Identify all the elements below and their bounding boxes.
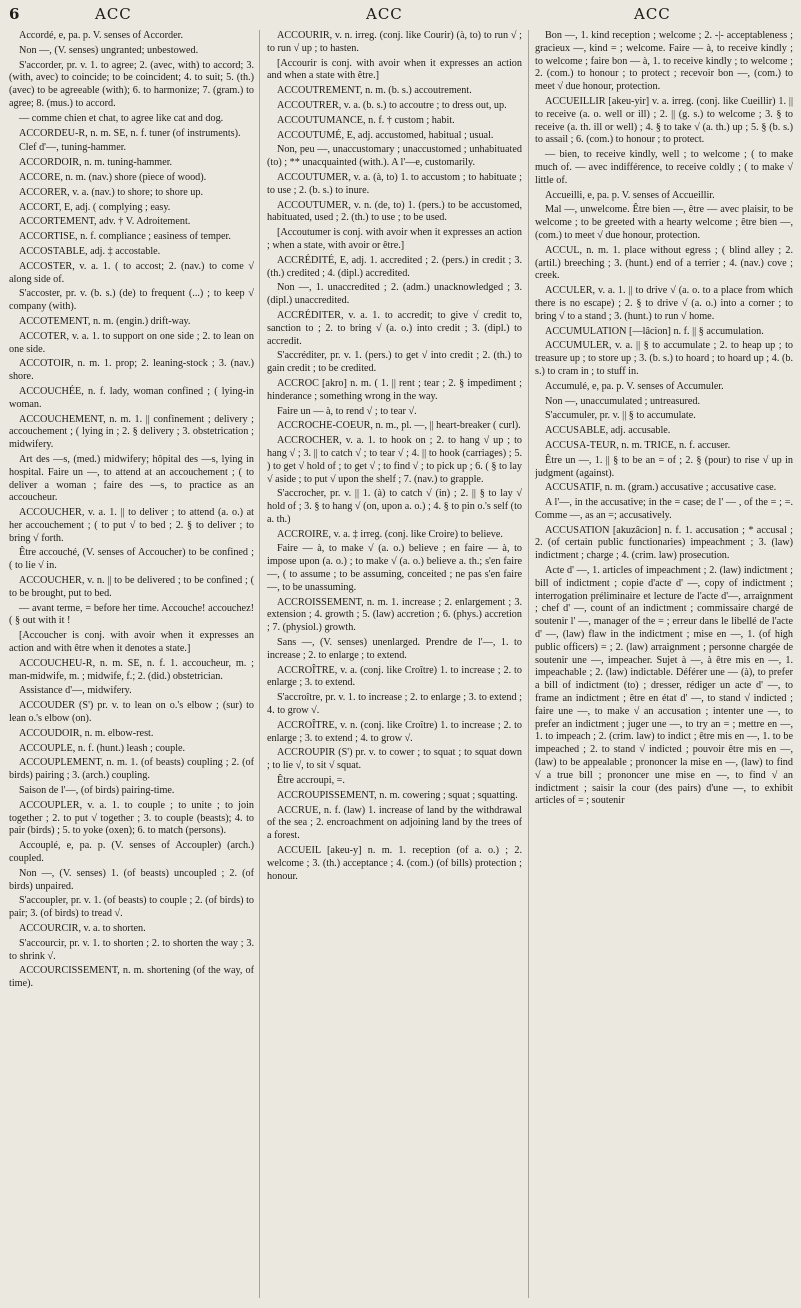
dictionary-entry: S'accoupler, pr. v. 1. (of beasts) to couple ; 2. (of birds) to pair; 3. (of birds) to tread √. [9, 895, 254, 920]
dictionary-entry: Non —, (V. senses) 1. (of beasts) uncoupled ; 2. (of birds) unpaired. [9, 867, 254, 892]
dictionary-entry: ACCOUCHEU-R, n. m. SE, n. f. 1. accoucheur, m. ; man-midwife, m. ; midwife, f.; 2. (did.) obstetrician. [9, 657, 254, 682]
dictionary-entry: ACCROISSEMENT, n. m. 1. increase ; 2. enlargement ; 3. extension ; 4. growth ; 5. (law) accretion ; 6. (phys.) accretion ; 7. (physiol.) growth. [267, 596, 522, 634]
dictionary-entry: [Accoutumer is conj. with avoir when it expresses an action ; when a state, with avoir or être.] [267, 227, 522, 251]
dictionary-entry: Être accroupi, =. [277, 775, 345, 787]
header-center-guide-word: ACC [366, 5, 403, 23]
dictionary-entry: Saison de l'—, (of birds) pairing-time. [19, 785, 175, 797]
dictionary-entry: ACCUSABLE, adj. accusable. [545, 425, 671, 437]
dictionary-entry: S'accroître, pr. v. 1. to increase ; 2. to enlarge ; 3. to extend ; 4. to grow √. [267, 692, 522, 717]
dictionary-entry: S'accorder, pr. v. 1. to agree; 2. (avec, with) to accord; 3. (with, avec) to coincide; to be coincident; 4. to suit; 5. (th.) (avec) to be agreeable (with); 6. to harmonize; 7. (gram.) to agree; 8. (mus.) to accord. [9, 59, 254, 109]
dictionary-entry: Être accouché, (V. senses of Accoucher) to be confined ; ( to lie √ in. [9, 547, 254, 572]
dictionary-entry: Accouplé, e, pa. p. (V. senses of Accoupler) (arch.) coupled. [9, 840, 254, 865]
dictionary-entry: ACCOURCIR, v. a. to shorten. [19, 923, 146, 934]
dictionary-entry: Être un —, 1. || § to be an = of ; 2. § (pour) to rise √ up in judgment (against). [535, 454, 793, 479]
dictionary-entry: ACCORDOIR, n. m. tuning-hammer. [19, 157, 173, 169]
column-3 [535, 30, 793, 1300]
column-1 [9, 30, 254, 1300]
dictionary-entry: ACCOUCHER, v. n. || to be delivered ; to be confined ; ( to be brought, put to bed. [9, 575, 254, 599]
dictionary-entry: Assistance d'—, midwifery. [19, 685, 132, 697]
dictionary-entry: A l'—, in the accusative; in the = case; de l' — , of the = ; =. Comme —, as an =; accusatively. [535, 497, 793, 521]
column-2 [267, 30, 522, 1300]
header-right-guide-word: ACC [634, 5, 671, 23]
dictionary-entry: ACCORTEMENT, adv. † V. Adroitement. [19, 216, 191, 228]
dictionary-entry: ACCOUTRER, v. a. (b. s.) to accoutre ; to dress out, up. [277, 99, 507, 111]
dictionary-entry: Accordé, e, pa. p. V. senses of Accorder. [19, 30, 183, 41]
dictionary-entry: ACCROIRE, v. a. ‡ irreg. (conj. like Croire) to believe. [277, 528, 503, 540]
dictionary-entry: ACCOUCHER, v. a. 1. || to deliver ; to attend (a. o.) at her accouchement ; ( to put √ to bed ; 2. § to deliver ; to bring √ forth. [9, 507, 254, 544]
dictionary-entry: ACCRÉDITER, v. a. 1. to accredit; to give √ credit to, sanction to ; 2. to bring √ (a. o.) into credit ; 3. (dipl.) to accredit. [267, 309, 522, 347]
dictionary-entry: S'accrocher, pr. v. || 1. (à) to catch √ (in) ; 2. || § to lay √ hold of ; 3. § to hang √ (on, upon a. o.) ; 4. § to pin o.'s self (to a. th.) [267, 488, 522, 525]
dictionary-entry: ACCOUCHÉE, n. f. lady, woman confined ; ( lying-in woman. [9, 385, 254, 410]
column-divider-2 [528, 30, 529, 1298]
dictionary-entry: ACCROUPISSEMENT, n. m. cowering ; squat ; squatting. [277, 789, 518, 801]
dictionary-entry: ACCOUCHEMENT, n. m. 1. || confinement ; delivery ; accouchement ; ( lying in ; 2. § delivery ; 3. obstetrication ; midwifery. [9, 413, 254, 451]
dictionary-entry: Bon —, 1. kind reception ; welcome ; 2. -|- acceptableness ; gracieux —, kind = ; welcome. Faire — à, to receive kindly ; to welcome ; faire bon — à, 1. to receive kindly ; to welcome ; 2. (com.) to honour ; to protect ; recevoir bon —, (com.) to meet √ due honour, protection. [535, 30, 793, 93]
dictionary-entry: — comme chien et chat, to agree like cat and dog. [19, 112, 224, 124]
dictionary-entry: Non —, (V. senses) ungranted; unbestowed. [19, 44, 199, 56]
dictionary-entry: ACCROÎTRE, v. n. (conj. like Croître) 1. to increase ; 2. to enlarge ; 3. to extend ; 4. to grow √. [267, 719, 522, 744]
dictionary-entry: [Accourir is conj. with avoir when it expresses an action and when a state with être.] [267, 57, 522, 82]
dictionary-entry: ACCOUTUMÉ, E, adj. accustomed, habitual ; usual. [277, 129, 494, 141]
dictionary-entry: ACCORTISE, n. f. compliance ; easiness of temper. [19, 231, 231, 243]
dictionary-entry: ACCOURIR, v. n. irreg. (conj. like Courir) (à, to) to run √ ; to run √ up ; to hasten. [267, 30, 522, 54]
dictionary-entry: Accumulé, e, pa. p. V. senses of Accumuler. [545, 380, 724, 392]
running-header [0, 3, 801, 25]
dictionary-entry: ACCRÉDITÉ, E, adj. 1. accredited ; 2. (pers.) in credit ; 3. (th.) credited ; 4. (dipl.) accredited. [267, 254, 522, 279]
dictionary-entry: ACCOTOIR, n. m. 1. prop; 2. leaning-stock ; 3. (nav.) shore. [9, 358, 254, 383]
dictionary-entry: ACCUEIL [akeu-y] n. m. 1. reception (of a. o.) ; 2. welcome ; 3. (th.) acceptance ; 4. (com.) (of bills) protection ; honour. [267, 845, 522, 882]
dictionary-entry: ACCOUTUMANCE, n. f. † custom ; habit. [277, 114, 455, 126]
dictionary-entry: S'accoster, pr. v. (b. s.) (de) to frequent (...) ; to keep √ company (with). [9, 288, 254, 313]
dictionary-entry: ACCORE, n. m. (nav.) shore (piece of wood). [19, 171, 207, 183]
header-left-guide-word: ACC [95, 5, 132, 23]
dictionary-entry: ACCORT, E, adj. ( complying ; easy. [19, 201, 171, 213]
dictionary-entry: ACCROÎTRE, v. a. (conj. like Croître) 1. to increase ; 2. to enlarge ; 3. to extend. [267, 664, 522, 689]
dictionary-entry: S'accumuler, pr. v. || § to accumulate. [545, 410, 696, 422]
dictionary-entry: Sans —, (V. senses) unenlarged. Prendre de l'—, 1. to increase ; 2. to enlarge ; to extend. [267, 637, 522, 661]
dictionary-entry: ACCORER, v. a. (nav.) to shore; to shore up. [19, 186, 204, 198]
dictionary-entry: — bien, to receive kindly, well ; to welcome ; ( to make much of. — avec indifférence, to receive coldly ; ( to make √ little of. [535, 149, 793, 186]
dictionary-entry: ACCOUTUMER, v. n. (de, to) 1. (pers.) to be accustomed, habituated, used ; 2. (th.) to use ; to be used. [267, 199, 522, 224]
dictionary-entry: ACCUSA-TEUR, n. m. TRICE, n. f. accuser. [545, 439, 731, 451]
dictionary-entry: ACCOUDOIR, n. m. elbow-rest. [19, 727, 154, 739]
dictionary-entry: ACCUMULATION [—lâcion] n. f. || § accumulation. [545, 325, 764, 337]
dictionary-entry: Faire — à, to make √ (a. o.) believe ; en faire — à, to impose upon (a. o.) ; to make √ (a. o.) believe a. th.; s'en faire —, ( to assume ; to be assuming, conceited ; ne pas s'en faire —, to be unassuming. [267, 543, 522, 593]
dictionary-entry: Non —, unaccumulated ; untreasured. [545, 395, 701, 407]
dictionary-entry: Acte d' —, 1. articles of impeachment ; 2. (law) indictment ; bill of indictment ; copie d'acte d' —, copy of indictment ; interrogation préliminaire et lecture de l'acte d'—, arraignment ; chef d' —, count of an indictment ; commissaire chargé de soutenir l' —, manager of the = ; erreur dans le libellé de l'acte d' —, (law) flaw in the indictment ; mise en —, 1. (of high public officers) = ; 2. (law) arraignment ; personne chargée de soutenir une —, impeacher. Sujet à —, à être mis en —, 1. impeachable ; 2. (law) indictable. Déférer une — (à), to prefer a bill of indictment (to) ; dresser, rédiger un acte d' —, to frame an indictment ; être en état d' —, to stand √ indicted ; faire une —, to make √ an accusation ; intenter une —, to prefer an indictment ; juger une —, to try an = ; mettre en —, 1. to impeach ; 2. (crim. law) to indict ; être mis en —, 1. to be impeached ; 2. to stand √ indicted ; pouvoir être mis en —, (law) to be appealable ; prononcer la mise en —, (law) to find √ a true bill ; prononcer une mise en —, to find √ an indictment ; saisir la cour (des pairs) d'une —, to exhibit articles of = ; soutenir [535, 565, 793, 807]
dictionary-entry: Mal —, unwelcome. Être bien —, être — avec plaisir, to be welcome ; to be greeted with a hearty welcome ; être bien —, (com.) to meet √ due honour, protection. [535, 204, 793, 241]
dictionary-entry: ACCUSATION [akuzâcion] n. f. 1. accusation ; * accusal ; 2. (of certain public functionaries) impeachment ; 3. (law) indictment ; charge ; 4. (crim. law) prosecution. [535, 524, 793, 562]
dictionary-entry: Clef d'—, tuning-hammer. [19, 142, 127, 154]
dictionary-entry: ACCOSTABLE, adj. ‡ accostable. [19, 245, 161, 257]
dictionary-entry: Faire un — à, to rend √ ; to tear √. [277, 405, 417, 417]
dictionary-entry: ACCOUPLEMENT, n. m. 1. (of beasts) coupling ; 2. (of birds) pairing ; 3. (arch.) coupling. [9, 757, 254, 782]
dictionary-entry: ACCUEILLIR [akeu-yir] v. a. irreg. (conj. like Cueillir) 1. || to receive (a. o. well or ill) ; 2. || (g. s.) to welcome ; 3. § to receive (a. th. ill or well) ; 4. § to take √ (a. th.) up ; 5. § (b. s.) to assail ; 6. (com.) to honour ; to protect. [535, 95, 793, 146]
dictionary-entry: Non, peu —, unaccustomary ; unaccustomed ; unhabituated (to) ; ** unacquainted (with.). A l'—e, customarily. [267, 144, 522, 169]
dictionary-entry: ACCRUE, n. f. (law) 1. increase of land by the withdrawal of the sea ; 2. encroachment on adjoining land by the trees of a forest. [267, 804, 522, 842]
dictionary-entry: Art des —s, (med.) midwifery; hôpital des —s, lying in hospital. Faire un —, to attend at an accouchement ; ( to deliver a woman ; faire des —s, to practice as an accoucheur. [9, 453, 254, 504]
dictionary-entry: ACCUSATIF, n. m. (gram.) accusative ; accusative case. [545, 482, 777, 494]
dictionary-entry: ACCUL, n. m. 1. place without egress ; ( blind alley ; 2. (artil.) breeching ; 3. (hunt.) end of a terrier ; 4. (nav.) cove ; creek. [535, 244, 793, 282]
dictionary-entry: ACCOUPLE, n. f. (hunt.) leash ; couple. [19, 742, 186, 754]
dictionary-entry: ACCOUDER (S') pr. v. to lean on o.'s elbow ; (sur) to lean o.'s elbow (on). [9, 700, 254, 725]
dictionary-entry: ACCROCHER, v. a. 1. to hook on ; 2. to hang √ up ; to hang √ ; 3. || to catch √ ; to tear √ ; 4. || to hook (carriages) ; 5. ) to get √ hold of ; to get √ ; to find √ ; to pick up ; 6. ( § to lay √ aside ; to put √ upon the shelf ; 7. (nav.) to grapple. [267, 435, 522, 485]
dictionary-entry: S'accréditer, pr. v. 1. (pers.) to get √ into credit ; 2. (th.) to gain credit ; to be credited. [267, 350, 522, 375]
dictionary-entry: — avant terme, = before her time. Accouche! accouchez! ( § out with it ! [9, 602, 254, 627]
dictionary-entry: ACCROC [akro] n. m. ( 1. || rent ; tear ; 2. § impediment ; hinderance ; something wrong in the way. [267, 377, 522, 402]
dictionary-entry: ACCORDEU-R, n. m. SE, n. f. tuner (of instruments). [19, 127, 241, 139]
dictionary-entry: ACCROCHE-COEUR, n. m., pl. —, || heart-breaker ( curl). [277, 420, 521, 432]
dictionary-entry: Accueilli, e, pa. p. V. senses of Accueillir. [545, 189, 715, 201]
dictionary-entry: ACCOUPLER, v. a. 1. to couple ; to unite ; to join together ; 2. to put √ together ; 3. to couple (beasts); 4. to pair (birds) ; 5. to yoke (oxen); 6. to match (persons). [9, 799, 254, 837]
dictionary-entry: [Accoucher is conj. with avoir when it expresses an action and with être when it denotes a state.] [9, 630, 254, 655]
page-number: 6 [9, 5, 20, 23]
dictionary-entry: ACCOURCISSEMENT, n. m. shortening (of the way, of time). [9, 965, 254, 990]
column-divider-1 [259, 30, 260, 1298]
dictionary-entry: ACCULER, v. a. 1. || to drive √ (a. o. to a place from which there is no escape) ; 2. § to drive √ (a. o.) into a corner ; to bring √ to a stand ; 3. (hunt.) to run √ home. [535, 285, 793, 322]
dictionary-entry: ACCUMULER, v. a. || § to accumulate ; 2. to heap up ; to treasure up ; to store up ; 3. (b. s.) to hoard ; to hoard up ; 4. (b. s.) to cram in ; to stuff in. [535, 340, 793, 377]
dictionary-entry: ACCOTER, v. a. 1. to support on one side ; 2. to lean on one side. [9, 330, 254, 355]
dictionary-entry: ACCOSTER, v. a. 1. ( to accost; 2. (nav.) to come √ along side of. [9, 260, 254, 285]
dictionary-entry: ACCOUTUMER, v. a. (à, to) 1. to accustom ; to habituate ; to use ; 2. (b. s.) to inure. [267, 171, 522, 196]
dictionary-entry: ACCROUPIR (S') pr. v. to cower ; to squat ; to squat down ; to lie √, to sit √ squat. [267, 747, 522, 772]
dictionary-entry: Non —, 1. unaccredited ; 2. (adm.) unacknowledged ; 3. (dipl.) unaccredited. [267, 282, 522, 307]
dictionary-entry: S'accourcir, pr. v. 1. to shorten ; 2. to shorten the way ; 3. to shrink √. [9, 937, 254, 962]
dictionary-entry: ACCOUTREMENT, n. m. (b. s.) accoutrement. [277, 85, 472, 97]
dictionary-entry: ACCOTEMENT, n. m. (engin.) drift-way. [19, 315, 191, 327]
